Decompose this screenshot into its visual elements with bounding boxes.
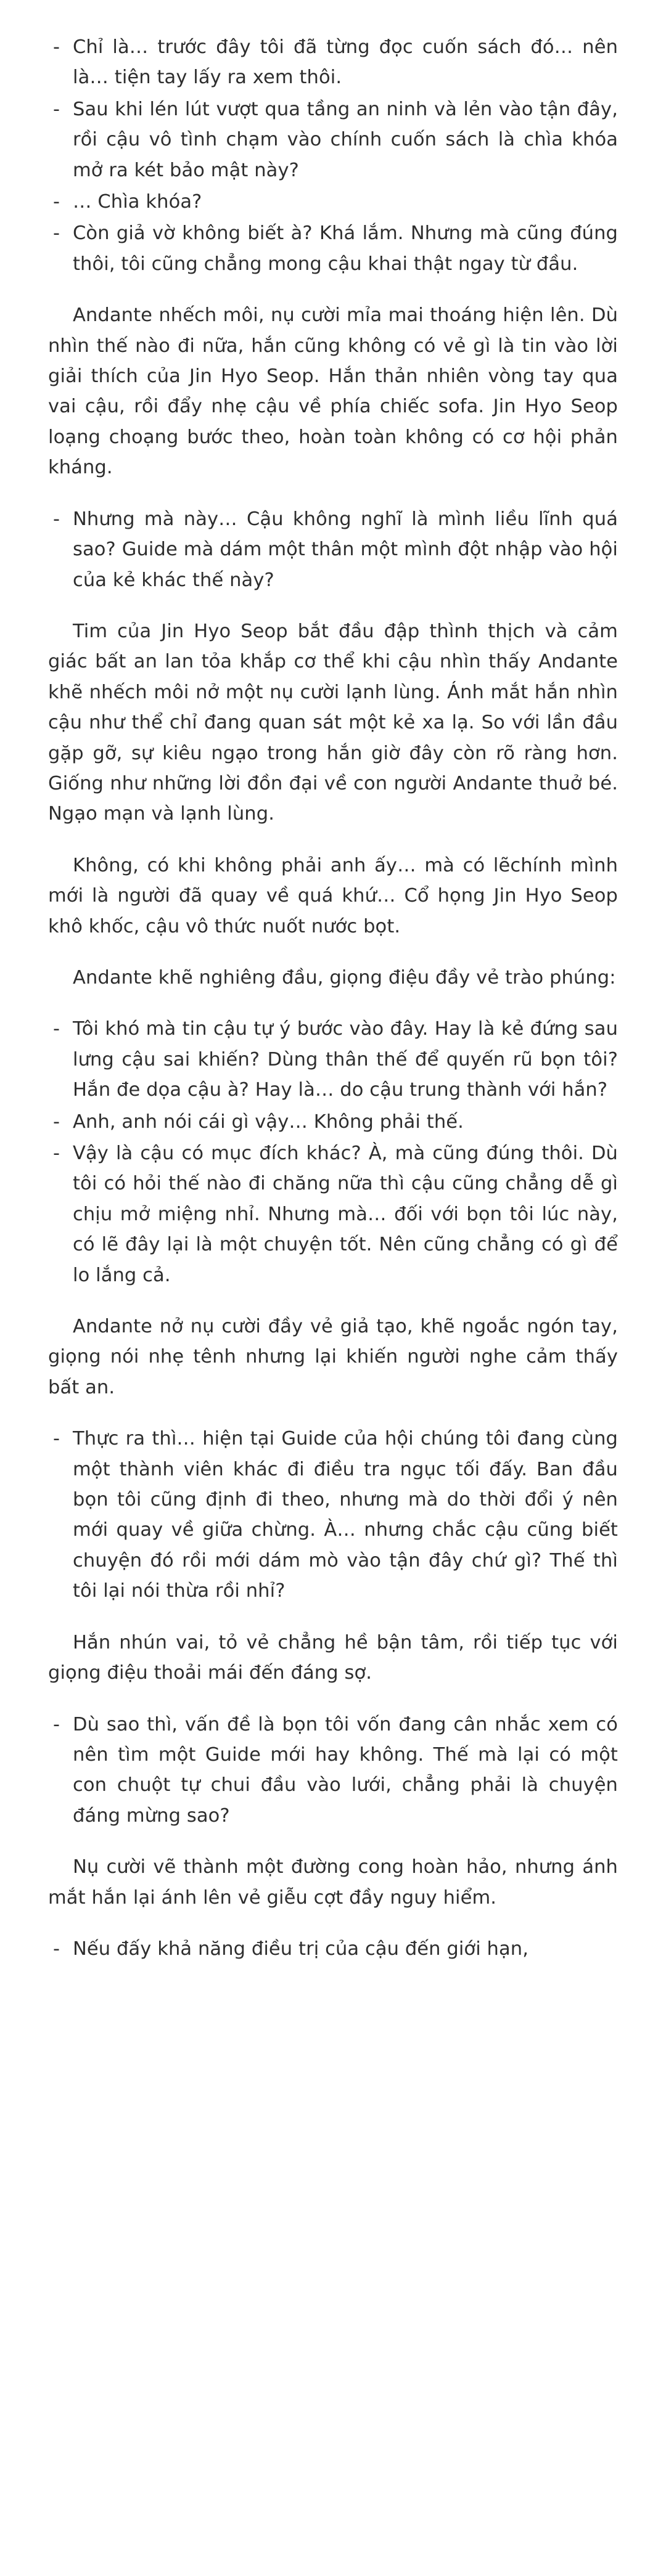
dialogue-list xyxy=(48,1934,618,1964)
dialogue-list xyxy=(48,504,618,595)
paragraph-block xyxy=(48,850,618,942)
paragraph-block xyxy=(48,300,618,483)
paragraph-block xyxy=(48,1852,618,1913)
paragraph: Andante khẽ nghiêng đầu, giọng điệu đầy vẻ trào phúng: xyxy=(73,966,616,988)
paragraph-block xyxy=(48,616,618,829)
paragraph: Nụ cười vẽ thành một đường cong hoàn hảo, nhưng ánh mắt hắn lại ánh lên vẻ giễu cợt đầy nguy hiểm. xyxy=(48,1856,618,1909)
dialogue-line: - Vậy là cậu có mục đích khác? À, mà cũng đúng thôi. Dù tôi có hỏi thế nào đi chăng nữa thì cậu cũng chẳng dễ gì chịu mở miệng nhỉ. Nhưng mà… đối với bọn tôi lúc này, có lẽ đây lại là một chuyện tốt. Nên cũng chẳng có gì để lo lắng cả. xyxy=(48,1138,618,1290)
paragraph-block xyxy=(48,963,618,993)
dialogue-list xyxy=(48,1014,618,1290)
paragraph: Andante nở nụ cười đầy vẻ giả tạo, khẽ ngoắc ngón tay, giọng nói nhẹ tênh nhưng lại khiến người nghe cảm thấy bất an. xyxy=(48,1316,618,1398)
dialogue-block xyxy=(48,1934,618,1964)
dialogue-line: - Còn giả vờ không biết à? Khá lắm. Nhưng mà cũng đúng thôi, tôi cũng chẳng mong cậu khai thật ngay từ đầu. xyxy=(48,218,618,279)
dialogue-line: - Tôi khó mà tin cậu tự ý bước vào đây. Hay là kẻ đứng sau lưng cậu sai khiến? Dùng thân thế để quyến rũ bọn tôi? Hắn đe dọa cậu à? Hay là… do cậu trung thành với hắn? xyxy=(48,1014,618,1105)
dialogue-line: - Dù sao thì, vấn đề là bọn tôi vốn đang cân nhắc xem có nên tìm một Guide mới hay không. Thế mà lại có một con chuột tự chui đầu vào lưới, chẳng phải là chuyện đáng mừng sao? xyxy=(48,1710,618,1832)
dialogue-line: - Nhưng mà này… Cậu không nghĩ là mình liều lĩnh quá sao? Guide mà dám một thân một mình đột nhập vào hội của kẻ khác thế này? xyxy=(48,504,618,595)
dialogue-block xyxy=(48,1424,618,1606)
dialogue-line: - Nếu đấy khả năng điều trị của cậu đến giới hạn, xyxy=(48,1934,618,1964)
dialogue-block xyxy=(48,1710,618,1832)
dialogue-block xyxy=(48,1014,618,1290)
paragraph: Tim của Jin Hyo Seop bắt đầu đập thình thịch và cảm giác bất an lan tỏa khắp cơ thể khi cậu nhìn thấy Andante khẽ nhếch môi nở một nụ cười lạnh lùng. Ánh mắt hắn nhìn cậu như thể chỉ đang quan sát một kẻ xa lạ. So với lần đầu gặp gỡ, sự kiêu ngạo trong hắn giờ đây còn rõ ràng hơn. Giống như những lời đồn đại về con người Andante thuở bé. Ngạo mạn và lạnh lùng. xyxy=(48,620,618,825)
dialogue-line: - Anh, anh nói cái gì vậy… Không phải thế. xyxy=(48,1107,618,1137)
dialogue-block xyxy=(48,504,618,595)
dialogue-list xyxy=(48,1424,618,1606)
dialogue-line: - Sau khi lén lút vượt qua tầng an ninh và lẻn vào tận đây, rồi cậu vô tình chạm vào chính cuốn sách là chìa khóa mở ra két bảo mật này? xyxy=(48,94,618,185)
paragraph: Hắn nhún vai, tỏ vẻ chẳng hề bận tâm, rồi tiếp tục với giọng điệu thoải mái đến đáng sợ. xyxy=(48,1631,618,1684)
paragraph: Andante nhếch môi, nụ cười mỉa mai thoáng hiện lên. Dù nhìn thế nào đi nữa, hắn cũng không có vẻ gì là tin vào lời giải thích của Jin Hyo Seop. Hắn thản nhiên vòng tay qua vai cậu, rồi đẩy nhẹ cậu về phía chiếc sofa. Jin Hyo Seop loạng choạng bước theo, hoàn toàn không có cơ hội phản kháng. xyxy=(48,304,618,479)
dialogue-list xyxy=(48,32,618,279)
dialogue-line: - … Chìa khóa? xyxy=(48,187,618,217)
dialogue-block xyxy=(48,32,618,279)
paragraph: Không, có khi không phải anh ấy… mà có lẽchính mình mới là người đã quay về quá khứ… Cổ họng Jin Hyo Seop khô khốc, cậu vô thức nuốt nước bọt. xyxy=(48,854,618,937)
paragraph-block xyxy=(48,1628,618,1689)
dialogue-line: - Chỉ là… trước đây tôi đã từng đọc cuốn sách đó… nên là… tiện tay lấy ra xem thôi. xyxy=(48,32,618,93)
dialogue-line: - Thực ra thì… hiện tại Guide của hội chúng tôi đang cùng một thành viên khác đi điều tra ngục tối đấy. Ban đầu bọn tôi cũng định đi theo, nhưng mà do thời đổi ý nên mới quay về giữa chừng. À… nhưng chắc cậu cũng biết chuyện đó rồi mới dám mò vào tận đây chứ gì? Thế thì tôi lại nói thừa rồi nhỉ? xyxy=(48,1424,618,1606)
dialogue-list xyxy=(48,1710,618,1832)
document-content xyxy=(48,32,618,1964)
paragraph-block xyxy=(48,1311,618,1403)
